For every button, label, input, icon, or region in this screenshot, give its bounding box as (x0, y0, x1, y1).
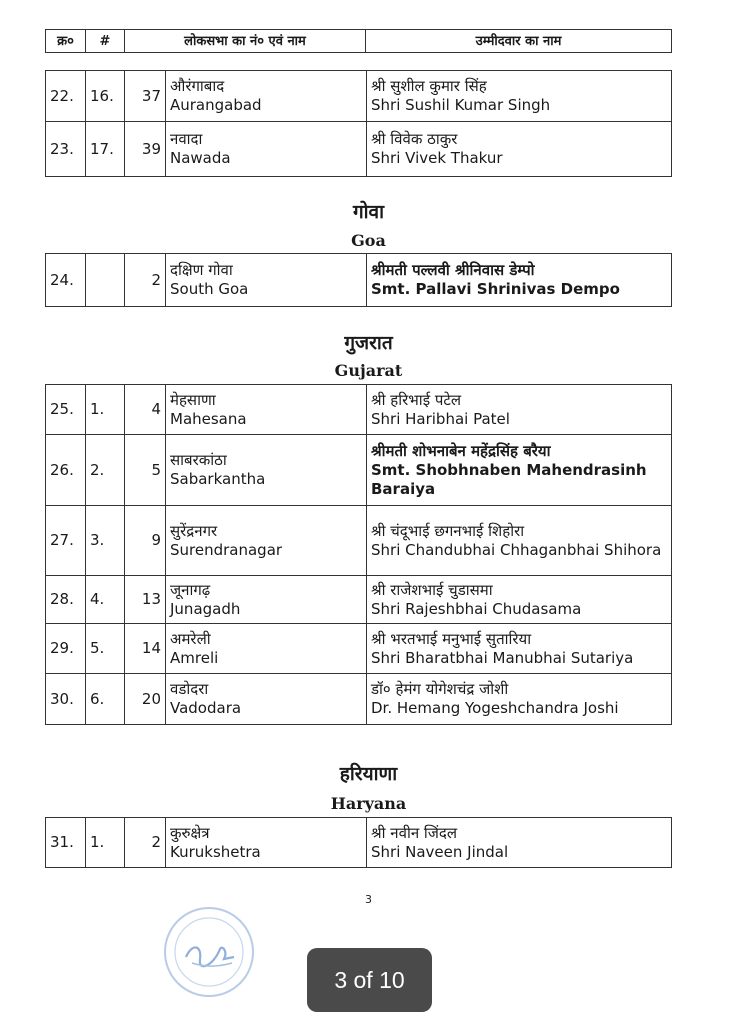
row-constituency (166, 576, 367, 624)
row-serial: 24. (46, 254, 86, 307)
row-candidate (367, 435, 672, 506)
bihar-table (45, 70, 672, 177)
table-row (46, 385, 672, 435)
row-index: 1. (86, 385, 125, 435)
constituency-english: Amreli (170, 648, 219, 667)
row-pc-number: 9 (125, 506, 166, 576)
row-index (86, 254, 125, 307)
candidate-hindi: श्रीमती पल्लवी श्रीनिवास डेम्पो (371, 261, 535, 279)
page-number: 3 (365, 893, 372, 906)
row-index: 16. (86, 71, 125, 122)
row-serial: 28. (46, 576, 86, 624)
constituency-hindi: कुरुक्षेत्र (170, 823, 210, 842)
row-constituency (166, 818, 367, 868)
row-index: 3. (86, 506, 125, 576)
table-row (46, 71, 672, 122)
state-heading-hindi: हरियाणा (339, 763, 398, 785)
candidate-hindi: डॉ० हेमंग योगेशचंद्र जोशी (371, 680, 509, 698)
candidate-english: Shri Vivek Thakur (371, 149, 503, 167)
state-heading-english: Haryana (330, 794, 407, 813)
header-candidate: उम्मीदवार का नाम (366, 30, 672, 53)
candidate-english: Smt. Shobhnaben Mahendrasinh Baraiya (371, 460, 647, 498)
row-pc-number: 2 (125, 254, 166, 307)
candidate-hindi: श्री चंदूभाई छगनभाई शिहोरा (371, 521, 525, 540)
row-serial: 30. (46, 674, 86, 725)
row-candidate (367, 506, 672, 576)
row-pc-number: 39 (125, 122, 166, 177)
row-index: 1. (86, 818, 125, 868)
state-heading-english: Gujarat (334, 361, 403, 380)
row-constituency (166, 624, 367, 674)
constituency-hindi: साबरकांठा (170, 451, 227, 469)
constituency-hindi: जूनागढ़ (170, 580, 211, 599)
row-candidate (367, 254, 672, 307)
page-indicator: 3 of 10 (307, 948, 432, 1012)
row-candidate (367, 385, 672, 435)
candidate-english: Shri Bharatbhai Manubhai Sutariya (371, 648, 634, 667)
candidate-hindi: श्री सुशील कुमार सिंह (371, 77, 487, 95)
constituency-hindi: नवादा (170, 130, 203, 148)
seal-stamp (162, 905, 256, 999)
constituency-english: Nawada (170, 149, 231, 167)
constituency-english: Vadodara (170, 699, 242, 717)
gujarat-table (45, 384, 672, 725)
row-pc-number: 20 (125, 674, 166, 725)
row-pc-number: 4 (125, 385, 166, 435)
table-row (46, 122, 672, 177)
candidate-hindi: श्री हरिभाई पटेल (371, 390, 462, 409)
row-candidate (367, 818, 672, 868)
row-index: 2. (86, 435, 125, 506)
header-index: # (86, 30, 125, 53)
row-constituency (166, 435, 367, 506)
table-row (46, 506, 672, 576)
constituency-english: Aurangabad (170, 96, 262, 114)
constituency-hindi: वडोदरा (170, 680, 209, 698)
candidate-english: Shri Rajeshbhai Chudasama (371, 599, 582, 618)
row-serial: 23. (46, 122, 86, 177)
candidate-english: Shri Sushil Kumar Singh (371, 96, 551, 114)
row-constituency (166, 254, 367, 307)
candidate-english: Shri Chandubhai Chhaganbhai Shihora (371, 540, 662, 559)
table-row (46, 576, 672, 624)
candidate-english: Smt. Pallavi Shrinivas Dempo (371, 280, 620, 298)
candidate-hindi: श्रीमती शोभनाबेन महेंद्रसिंह बरैया (371, 441, 551, 460)
header-row (46, 30, 672, 53)
state-heading-hindi: गोवा (352, 201, 385, 223)
table-row (46, 435, 672, 506)
candidate-hindi: श्री राजेशभाई चुडासमा (371, 580, 493, 599)
constituency-hindi: औरंगाबाद (170, 77, 225, 95)
constituency-english: Junagadh (170, 599, 241, 618)
row-candidate (367, 624, 672, 674)
row-constituency (166, 71, 367, 122)
row-pc-number: 2 (125, 818, 166, 868)
row-serial: 27. (46, 506, 86, 576)
row-pc-number: 5 (125, 435, 166, 506)
row-pc-number: 14 (125, 624, 166, 674)
row-index: 4. (86, 576, 125, 624)
constituency-english: Sabarkantha (170, 470, 266, 488)
candidate-english: Shri Haribhai Patel (371, 409, 510, 428)
row-constituency (166, 122, 367, 177)
row-constituency (166, 385, 367, 435)
candidate-hindi: श्री विवेक ठाकुर (371, 130, 458, 148)
header-table (45, 29, 672, 53)
candidate-hindi: श्री भरतभाई मनुभाई सुतारिया (371, 629, 532, 648)
constituency-english: South Goa (170, 280, 249, 298)
constituency-hindi: अमरेली (170, 629, 211, 648)
table-row (46, 674, 672, 725)
candidate-english: Shri Naveen Jindal (371, 842, 509, 861)
candidate-hindi: श्री नवीन जिंदल (371, 823, 458, 842)
state-heading-hindi: गुजरात (344, 332, 393, 354)
header-serial: क्र० (46, 30, 86, 53)
constituency-english: Mahesana (170, 409, 247, 428)
row-serial: 31. (46, 818, 86, 868)
row-constituency (166, 674, 367, 725)
row-candidate (367, 674, 672, 725)
row-serial: 26. (46, 435, 86, 506)
row-index: 17. (86, 122, 125, 177)
row-serial: 29. (46, 624, 86, 674)
constituency-hindi: सुरेंद्रनगर (170, 521, 218, 540)
row-candidate (367, 71, 672, 122)
table-row (46, 254, 672, 307)
goa-table (45, 253, 672, 307)
row-constituency (166, 506, 367, 576)
row-candidate (367, 122, 672, 177)
row-index: 5. (86, 624, 125, 674)
row-serial: 22. (46, 71, 86, 122)
haryana-table (45, 817, 672, 868)
constituency-hindi: मेहसाणा (170, 390, 216, 409)
constituency-hindi: दक्षिण गोवा (170, 261, 233, 279)
row-pc-number: 37 (125, 71, 166, 122)
table-row (46, 818, 672, 868)
row-index: 6. (86, 674, 125, 725)
constituency-english: Kurukshetra (170, 842, 261, 861)
constituency-english: Surendranagar (170, 540, 283, 559)
row-candidate (367, 576, 672, 624)
state-heading-english: Goa (351, 231, 386, 250)
candidate-english: Dr. Hemang Yogeshchandra Joshi (371, 699, 619, 717)
table-row (46, 624, 672, 674)
row-serial: 25. (46, 385, 86, 435)
row-pc-number: 13 (125, 576, 166, 624)
header-constituency: लोकसभा का नं० एवं नाम (125, 30, 366, 53)
